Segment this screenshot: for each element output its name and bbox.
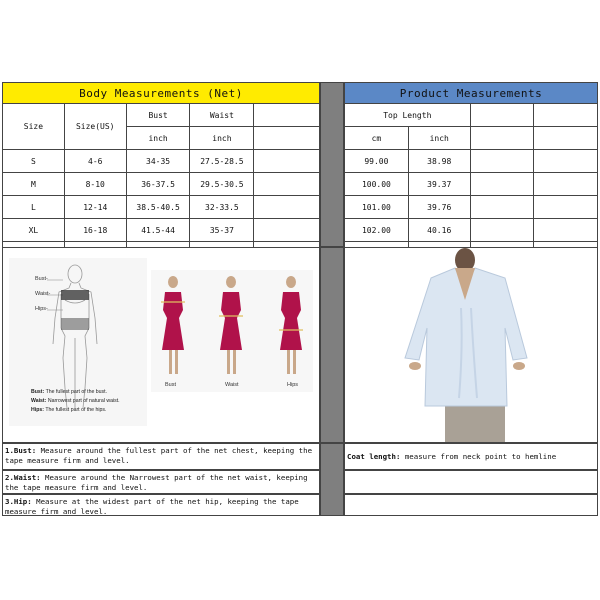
cell-size: S — [3, 150, 65, 173]
note-coat-term: Coat length: — [347, 452, 401, 461]
cell-size: M — [3, 173, 65, 196]
cell-empty — [470, 196, 534, 219]
dress-label-bust: Bust — [165, 382, 177, 388]
divider-column — [320, 443, 344, 516]
note-waist-term: 2.Waist: — [5, 473, 41, 482]
header-top-length: Top Length — [345, 104, 471, 127]
unit-empty — [534, 127, 598, 150]
table-row — [3, 150, 320, 173]
header-empty — [470, 104, 534, 127]
cell-us: 4-6 — [64, 150, 126, 173]
header-empty — [534, 104, 598, 127]
dress-figure-waist — [220, 276, 242, 374]
dress-figure-hips — [280, 276, 302, 374]
cell-empty — [254, 196, 320, 219]
cell-inch: 39.37 — [408, 173, 470, 196]
cell-cm: 102.00 — [345, 219, 409, 242]
legend-desc-waist: Narrowest part of natural waist. — [46, 398, 120, 404]
body-measurements-title: Body Measurements (Net) — [3, 83, 320, 104]
cell-waist: 27.5-28.5 — [190, 150, 254, 173]
cell-waist: 32-33.5 — [190, 196, 254, 219]
legend-term-bust: Bust: — [31, 389, 45, 395]
body-measurements-table — [2, 82, 320, 265]
figure-label-hips: Hips- — [35, 306, 48, 312]
cell-bust: 38.5-40.5 — [126, 196, 190, 219]
cell-bust: 41.5-44 — [126, 219, 190, 242]
cell-cm: 99.00 — [345, 150, 409, 173]
cell-us: 16-18 — [64, 219, 126, 242]
unit-waist: inch — [190, 127, 254, 150]
legend-desc-bust: The fullest part of the bust. — [44, 389, 108, 395]
note-hip — [2, 494, 320, 516]
note-bust — [2, 443, 320, 470]
cell-empty — [254, 150, 320, 173]
product-photo-svg — [345, 248, 597, 442]
table-row — [345, 173, 598, 196]
header-size: Size — [3, 104, 65, 150]
cell-size: XL — [3, 219, 65, 242]
unit-cm: cm — [345, 127, 409, 150]
note-hip-term: 3.Hip: — [5, 497, 32, 506]
header-bust: Bust — [126, 104, 190, 127]
cell-bust: 36-37.5 — [126, 173, 190, 196]
figure-label-bust: Bust- — [35, 276, 48, 282]
table-row — [3, 173, 320, 196]
header-waist: Waist — [190, 104, 254, 127]
dress-figure-bust — [162, 276, 184, 374]
product-photo-panel — [344, 247, 598, 443]
cell-waist: 29.5-30.5 — [190, 173, 254, 196]
cell-empty — [470, 150, 534, 173]
legend-term-hips: Hips: — [31, 407, 44, 413]
header-empty — [254, 104, 320, 127]
cell-waist: 35-37 — [190, 219, 254, 242]
cell-inch: 38.98 — [408, 150, 470, 173]
measurement-figure-panel — [2, 247, 320, 443]
note-hip-text: Measure at the widest part of the net hip, keeping the tape measure firm and level. — [5, 497, 299, 516]
note-empty — [344, 494, 598, 516]
table-row — [345, 150, 598, 173]
cell-cm: 100.00 — [345, 173, 409, 196]
cell-empty — [254, 219, 320, 242]
table-row — [3, 196, 320, 219]
note-bust-text: Measure around the fullest part of the net chest, keeping the tape measure firm and level. — [5, 446, 313, 465]
figure-legend — [31, 388, 120, 415]
cell-cm: 101.00 — [345, 196, 409, 219]
cell-empty — [534, 219, 598, 242]
cell-bust: 34-35 — [126, 150, 190, 173]
cell-empty — [534, 150, 598, 173]
cell-us: 8-10 — [64, 173, 126, 196]
dress-label-hips: Hips — [287, 382, 299, 388]
unit-bust: inch — [126, 127, 190, 150]
cell-empty — [254, 173, 320, 196]
unit-empty — [470, 127, 534, 150]
divider-column — [320, 82, 344, 247]
table-row — [345, 219, 598, 242]
cell-empty — [470, 219, 534, 242]
header-size-us: Size(US) — [64, 104, 126, 150]
cell-size: L — [3, 196, 65, 219]
cell-inch: 39.76 — [408, 196, 470, 219]
note-waist — [2, 470, 320, 494]
unit-inch: inch — [408, 127, 470, 150]
legend-term-waist: Waist: — [31, 398, 47, 404]
legend-desc-hips: The fullest part of the hips. — [43, 407, 107, 413]
cell-empty — [534, 196, 598, 219]
note-waist-text: Measure around the Narrowest part of the net waist, keeping the tape measure firm and level. — [5, 473, 308, 492]
dress-figures-svg — [151, 270, 313, 392]
dress-figures — [151, 270, 313, 392]
figure-label-waist: Waist- — [35, 291, 51, 297]
body-outline-figure — [9, 258, 147, 426]
cell-empty — [470, 173, 534, 196]
note-coat-length — [344, 443, 598, 470]
product-measurements-table — [344, 82, 598, 265]
cell-us: 12-14 — [64, 196, 126, 219]
note-coat-text: measure from neck point to hemline — [400, 452, 557, 461]
divider-column — [320, 247, 344, 443]
note-empty — [344, 470, 598, 494]
unit-empty — [254, 127, 320, 150]
table-row — [345, 196, 598, 219]
product-measurements-title: Product Measurements — [345, 83, 598, 104]
cell-inch: 40.16 — [408, 219, 470, 242]
table-row — [3, 219, 320, 242]
note-bust-term: 1.Bust: — [5, 446, 37, 455]
dress-label-waist: Waist — [225, 382, 239, 388]
cell-empty — [534, 173, 598, 196]
